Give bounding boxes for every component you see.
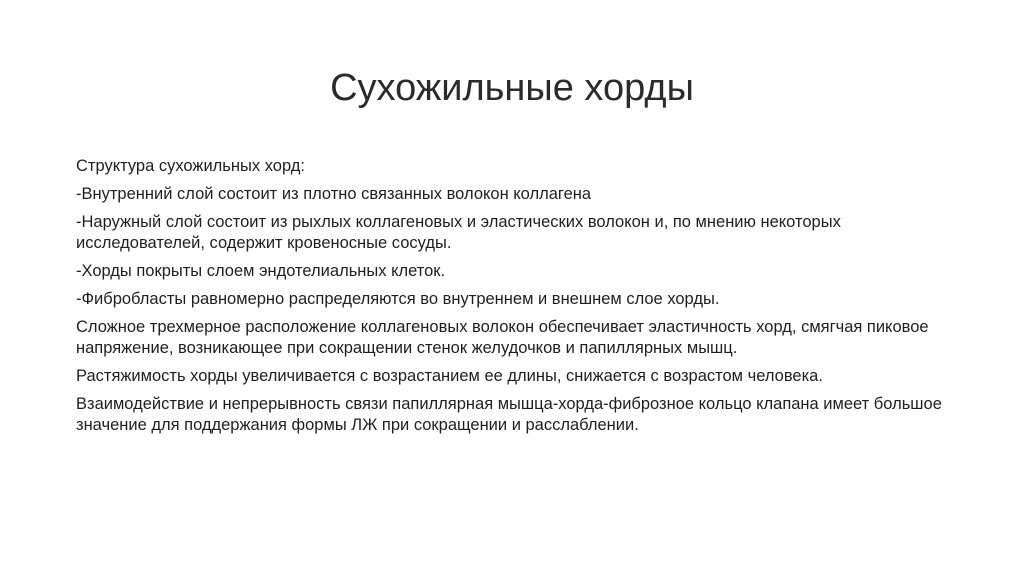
paragraph-interaction: Взаимодействие и непрерывность связи папиллярная мышца-хорда-фиброзное кольцо клапана имеет большое значение для поддержания формы ЛЖ при сокращении и расслаблении.	[76, 395, 942, 434]
slide-title: Сухожильные хорды	[330, 67, 694, 109]
paragraph-extensibility: Растяжимость хорды увеличивается с возрастанием ее длины, снижается с возрастом человека.	[76, 367, 823, 385]
paragraph-endothelium: -Хорды покрыты слоем эндотелиальных клеток.	[76, 262, 446, 280]
paragraph-outer-layer: -Наружный слой состоит из рыхлых коллагеновых и эластических волокон и, по мнению некоторых исследователей, содержит кровеносные сосуды.	[76, 213, 841, 252]
paragraph-inner-layer: -Внутренний слой состоит из плотно связанных волокон коллагена	[76, 185, 592, 203]
slide-body	[76, 156, 956, 443]
paragraph-structure-heading: Структура сухожильных хорд:	[76, 157, 305, 175]
paragraph-collagen-arrangement: Сложное трехмерное расположение коллагеновых волокон обеспечивает эластичность хорд, смягчая пиковое напряжение, возникающее при сокращении стенок желудочков и папиллярных мышц.	[76, 318, 929, 357]
paragraph-fibroblasts: -Фибробласты равномерно распределяются во внутреннем и внешнем слое хорды.	[76, 290, 720, 308]
